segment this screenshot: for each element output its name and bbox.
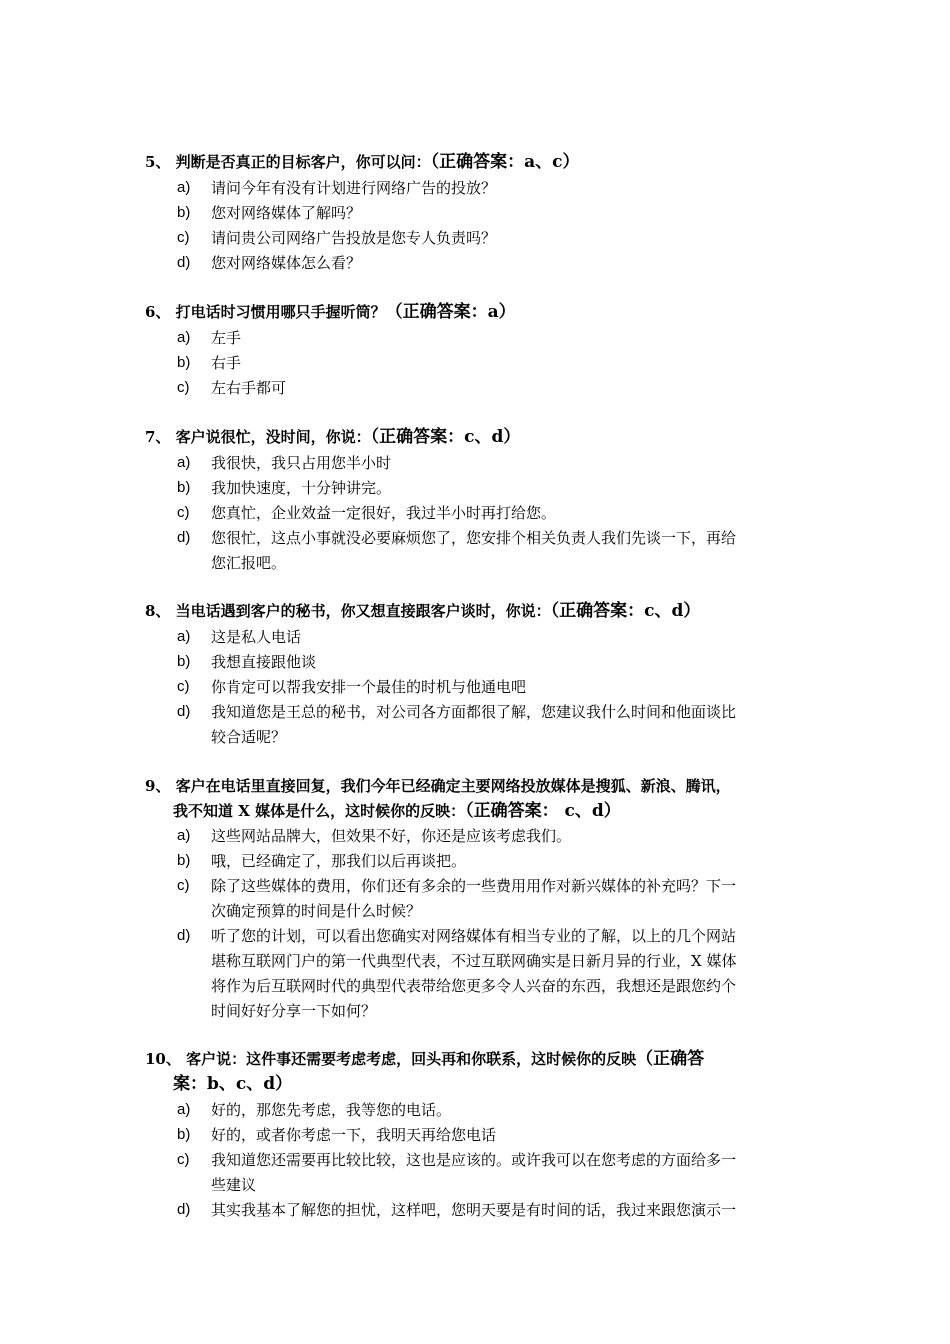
answer-key: （正确答案：a、c） <box>430 152 580 172</box>
question-stem <box>145 302 810 322</box>
option-letter: d) <box>177 703 191 720</box>
stem-text: 5、 判断是否真正的目标客户，你可以问： <box>145 153 431 171</box>
answer-key: 案：b、c、d） <box>173 1074 293 1094</box>
option-letter: a) <box>177 179 191 196</box>
option-letter: d) <box>177 529 191 546</box>
option-text: 您汇报吧。 <box>211 554 287 572</box>
option-text: 时间好好分享一下如何？ <box>211 1002 377 1020</box>
option-text: 其实我基本了解您的担忧，这样吧，您明天要是有时间的话，我过来跟您演示一 <box>211 1201 737 1219</box>
option-text: 我想直接跟他谈 <box>211 653 317 671</box>
option-letter: c) <box>177 1151 190 1168</box>
option-text: 左右手都可 <box>211 379 287 397</box>
answer-key: （正确答案：a） <box>385 302 516 322</box>
option-text: 这是私人电话 <box>211 628 302 646</box>
option-text: 您真忙，企业效益一定很好，我过半小时再打给您。 <box>211 504 557 522</box>
option-letter: c) <box>177 504 190 521</box>
option-letter: b) <box>177 852 191 869</box>
option-text: 堪称互联网门户的第一代典型代表，不过互联网确实是日新月异的行业，X 媒体 <box>211 952 737 970</box>
option-letter: b) <box>177 479 191 496</box>
question-stem <box>145 1049 810 1069</box>
option-text: 将作为后互联网时代的典型代表带给您更多令人兴奋的东西，我想还是跟您约个 <box>211 977 737 995</box>
option-letter: a) <box>177 454 191 471</box>
option-text: 我很快，我只占用您半小时 <box>211 454 392 472</box>
answer-key: （正确答案：c、d） <box>550 601 701 621</box>
option-text: 我知道您还需要再比较比较，这也是应该的。或许我可以在您考虑的方面给多一 <box>211 1151 737 1169</box>
option-letter: a) <box>177 329 191 346</box>
stem-text: 7、 客户说很忙，没时间，你说： <box>145 428 371 446</box>
option-letter: a) <box>177 1101 191 1118</box>
stem-text: 10、 客户说：这件事还需要考虑考虑，回头再和你联系，这时候你的反映 <box>145 1050 637 1068</box>
stem-text: 9、 客户在电话里直接回复，我们今年已经确定主要网络投放媒体是搜狐、新浪、腾讯， <box>145 777 731 795</box>
option-letter: a) <box>177 628 191 645</box>
question-stem-line-2 <box>173 801 813 821</box>
question-stem <box>145 427 810 447</box>
option-text: 些建议 <box>211 1176 257 1194</box>
option-text: 你肯定可以帮我安排一个最佳的时机与他通电吧 <box>211 678 527 696</box>
option-text: 您对网络媒体怎么看？ <box>211 254 362 272</box>
option-text: 请问今年有没有计划进行网络广告的投放？ <box>211 179 497 197</box>
option-letter: c) <box>177 877 190 894</box>
answer-key: （正确答 <box>636 1049 705 1069</box>
option-text: 右手 <box>211 354 242 372</box>
option-text: 您很忙，这点小事就没必要麻烦您了，您安排个相关负责人我们先谈一下，再给 <box>211 529 737 547</box>
question-stem <box>145 601 810 621</box>
answer-key: （正确答案： c、d） <box>465 801 621 821</box>
option-letter: c) <box>177 678 190 695</box>
question-stem <box>145 776 810 796</box>
option-text: 哦，已经确定了，那我们以后再谈把。 <box>211 852 467 870</box>
option-letter: c) <box>177 379 190 396</box>
option-text: 我加快速度，十分钟讲完。 <box>211 479 392 497</box>
option-letter: d) <box>177 927 191 944</box>
option-text: 较合适呢？ <box>211 728 287 746</box>
option-text: 左手 <box>211 329 242 347</box>
option-text: 您对网络媒体了解吗？ <box>211 204 362 222</box>
stem-text: 8、 当电话遇到客户的秘书，你又想直接跟客户谈时，你说： <box>145 602 551 620</box>
option-text: 好的，那您先考虑，我等您的电话。 <box>211 1101 452 1119</box>
option-letter: d) <box>177 254 191 271</box>
stem-text: 我不知道 X 媒体是什么，这时候你的反映： <box>173 802 466 820</box>
question-stem <box>145 152 810 172</box>
option-letter: b) <box>177 354 191 371</box>
option-letter: b) <box>177 204 191 221</box>
option-text: 除了这些媒体的费用，你们还有多余的一些费用用作对新兴媒体的补充吗？下一 <box>211 877 737 895</box>
option-text: 我知道您是王总的秘书，对公司各方面都很了解，您建议我什么时间和他面谈比 <box>211 703 737 721</box>
stem-text: 6、 打电话时习惯用哪只手握听筒？ <box>145 303 386 321</box>
option-letter: b) <box>177 1126 191 1143</box>
option-letter: d) <box>177 1201 191 1218</box>
option-text: 次确定预算的时间是什么时候？ <box>211 902 422 920</box>
option-letter: c) <box>177 229 190 246</box>
option-text: 听了您的计划，可以看出您确实对网络媒体有相当专业的了解，以上的几个网站 <box>211 927 737 945</box>
option-text: 好的，或者你考虑一下，我明天再给您电话 <box>211 1126 497 1144</box>
option-text: 这些网站品牌大，但效果不好，你还是应该考虑我们。 <box>211 827 572 845</box>
option-text: 请问贵公司网络广告投放是您专人负责吗？ <box>211 229 497 247</box>
question-stem-line-2 <box>173 1074 813 1094</box>
option-letter: b) <box>177 653 191 670</box>
option-letter: a) <box>177 827 191 844</box>
answer-key: （正确答案：c、d） <box>370 427 521 447</box>
